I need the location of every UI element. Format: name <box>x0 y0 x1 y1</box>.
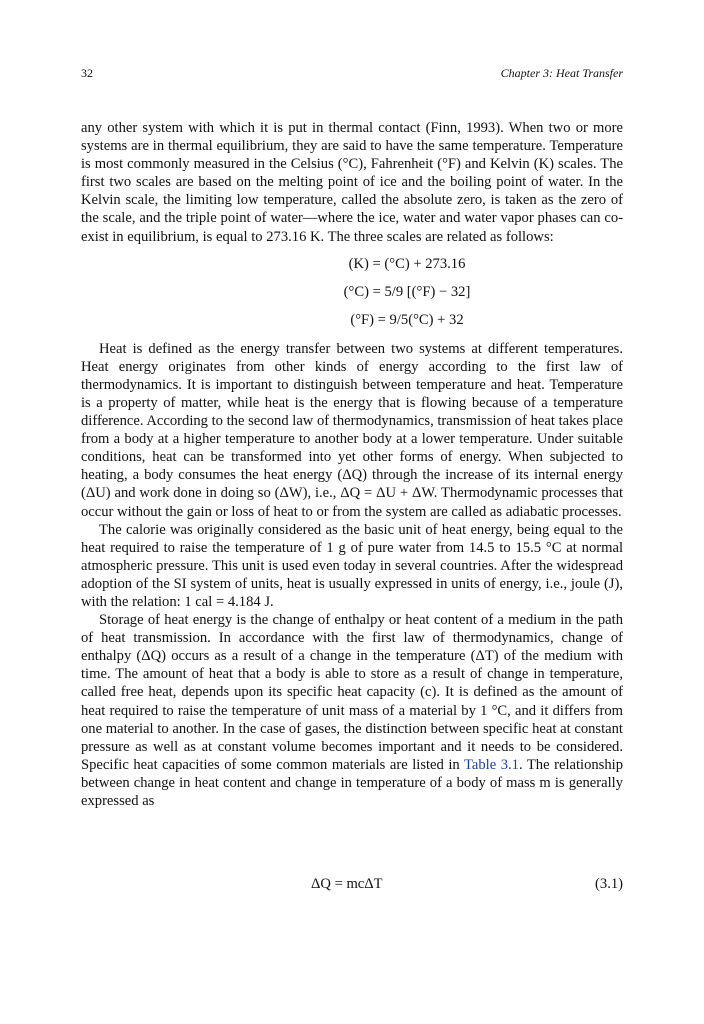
temperature-conversion-equations <box>81 250 623 334</box>
equation-kelvin: (K) = (°C) + 273.16 <box>348 255 466 272</box>
paragraph-heat-storage <box>81 611 623 810</box>
paragraph-calorie: The calorie was originally considered as the basic unit of heat energy, being equal to the heat required to raise the temperature of 1 g of pure water from 14.5 to 15.5 °C at normal atmospheric pressure. This unit is used even today in several countries. After the widespread adoption of the SI system of units, heat is usually expressed in units of energy, i.e., joule (J), with the relation: 1 cal = 4.184 J. <box>81 521 623 610</box>
paragraph-continuation: any other system with which it is put in thermal contact (Finn, 1993). When two or more systems are in thermal equilibrium, they are said to have the same temperature. Temperature is most commonly measured in the Celsius (°C), Fahrenheit (°F) and Kelvin (K) scales. The first two scales are based on the melting point of ice and the boiling point of water. In the Kelvin scale, the limiting low temperature, called the absolute zero, is taken as the zero of the scale, and the triple point of water—where the ice, water and water vapor phases can co-exist in equilibrium, is equal to 273.16 K. The three scales are related as follows: <box>81 120 623 245</box>
equation-fahrenheit: (°F) = 9/5(°C) + 32 <box>350 311 464 328</box>
numbered-equation <box>81 873 623 895</box>
paragraph-heat-storage-tail: . The relationship between change in heat content and change in temperature of a body of mass m is generally expressed as <box>81 756 624 809</box>
table-3-1-link[interactable]: Table 3.1 <box>463 756 519 773</box>
paragraph-heat-storage-text: Storage of heat energy is the change of enthalpy or heat content of a medium in the path of heat transmission. In accordance with the first law of thermodynamics, change of enthalpy (ΔQ) occurs as a result of a change in the temperature (ΔT) of the medium with time. The amount of heat that a body is able to store as a result of change in temperature, called free heat, depends upon its specific heat capacity (c). It is defined as the amount of heat required to raise the temperature of unit mass of a material by 1 °C, and it differs from one material to another. In the case of gases, the distinction between specific heat at constant pressure as well as at constant volume becomes important and it needs to be considered. Specific heat capacities of some common materials are listed in <box>81 612 623 773</box>
equation-formula: ΔQ = mcΔT <box>311 876 383 892</box>
page-number: 32 <box>81 66 93 80</box>
page-header <box>81 66 623 81</box>
paragraph-heat-definition: Heat is defined as the energy transfer between two systems at different temperatures. Heat energy originates from other kinds of energy according to the first law of thermodynamics. It is important to distinguish between temperature and heat. Temperature is a property of matter, while heat is the energy that is flowing because of a temperature difference. According to the second law of thermodynamics, transmission of heat takes place from a body at a higher temperature to another body at a lower temperature. Under suitable conditions, heat can be transformed into yet other forms of energy. When subjected to heating, a body consumes the heat energy (ΔQ) through the increase of its internal energy (ΔU) and work done in doing so (ΔW), i.e., ΔQ = ΔU + ΔW. Thermodynamic processes that occur without the gain or loss of heat to or from the system are called as adiabatic processes. <box>81 340 623 520</box>
equation-celsius: (°C) = 5/9 [(°F) − 32] <box>343 283 471 300</box>
body-text <box>81 119 623 810</box>
running-title: Chapter 3: Heat Transfer <box>500 66 623 80</box>
equation-number: (3.1) <box>595 876 623 892</box>
